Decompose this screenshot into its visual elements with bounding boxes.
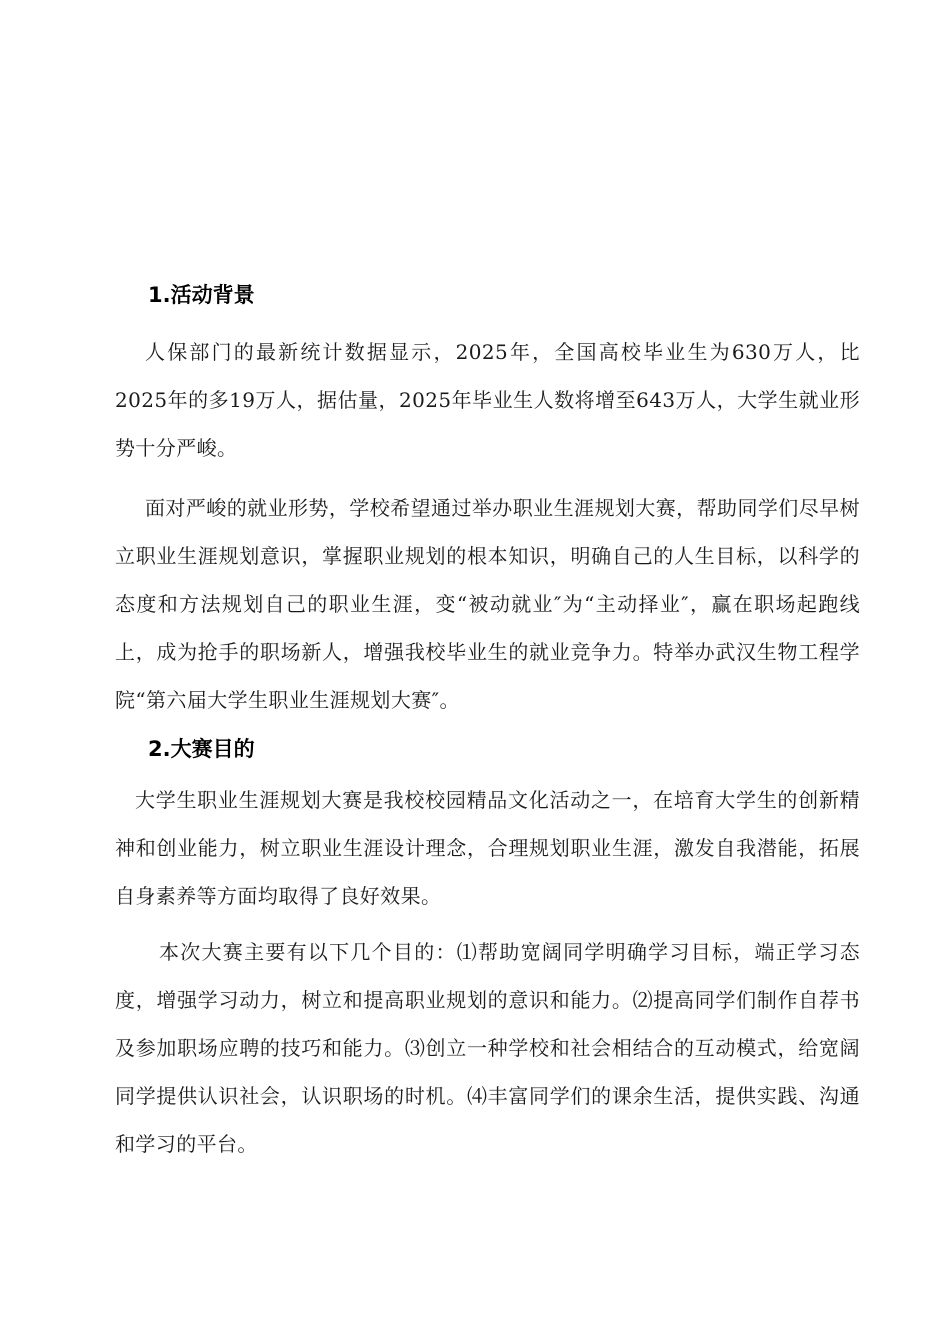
paragraph-statistics: 人保部门的最新统计数据显示，2025年，全国高校毕业生为630万人，比2025年的多19万人，据估量，2025年毕业生人数将增至643万人，大学生就业形势十分严峻。: [115, 340, 860, 460]
paragraph-purpose-intro: 面对严峻的就业形势，学校希望通过举办职业生涯规划大赛，帮助同学们尽早树立职业生涯规划意识，掌握职业规划的根本知识，明确自己的人生目标，以科学的态度和方法规划自己的职业生涯，变“被动就业″为“主动择业″，赢在职场起跑线上，成为抢手的职场新人，增强我校毕业生的就业竞争力。特举办武汉生物工程学院“第六届大学生职业生涯规划大赛″。: [115, 496, 860, 712]
paragraph-goals-list: 本次大赛主要有以下几个目的：⑴帮助宽阔同学明确学习目标，端正学习态度，增强学习动力，树立和提高职业规划的意识和能力。⑵提高同学们制作自荐书及参加职场应聘的技巧和能力。⑶创立一种学校和社会相结合的互动模式，给宽阔同学提供认识社会，认识职场的时机。⑷丰富同学们的课余生活，提供实践、沟通和学习的平台。: [115, 940, 860, 1156]
document-body: [115, 280, 860, 1168]
paragraph-competition-overview: 大学生职业生涯规划大赛是我校校园精品文化活动之一，在培育大学生的创新精神和创业能力，树立职业生涯设计理念，合理规划职业生涯，激发自我潜能，拓展自身素养等方面均取得了良好效果。: [115, 788, 860, 908]
section-heading-goals: 2.大赛目的: [148, 737, 255, 761]
section-heading-background: 1.活动背景: [148, 283, 255, 307]
